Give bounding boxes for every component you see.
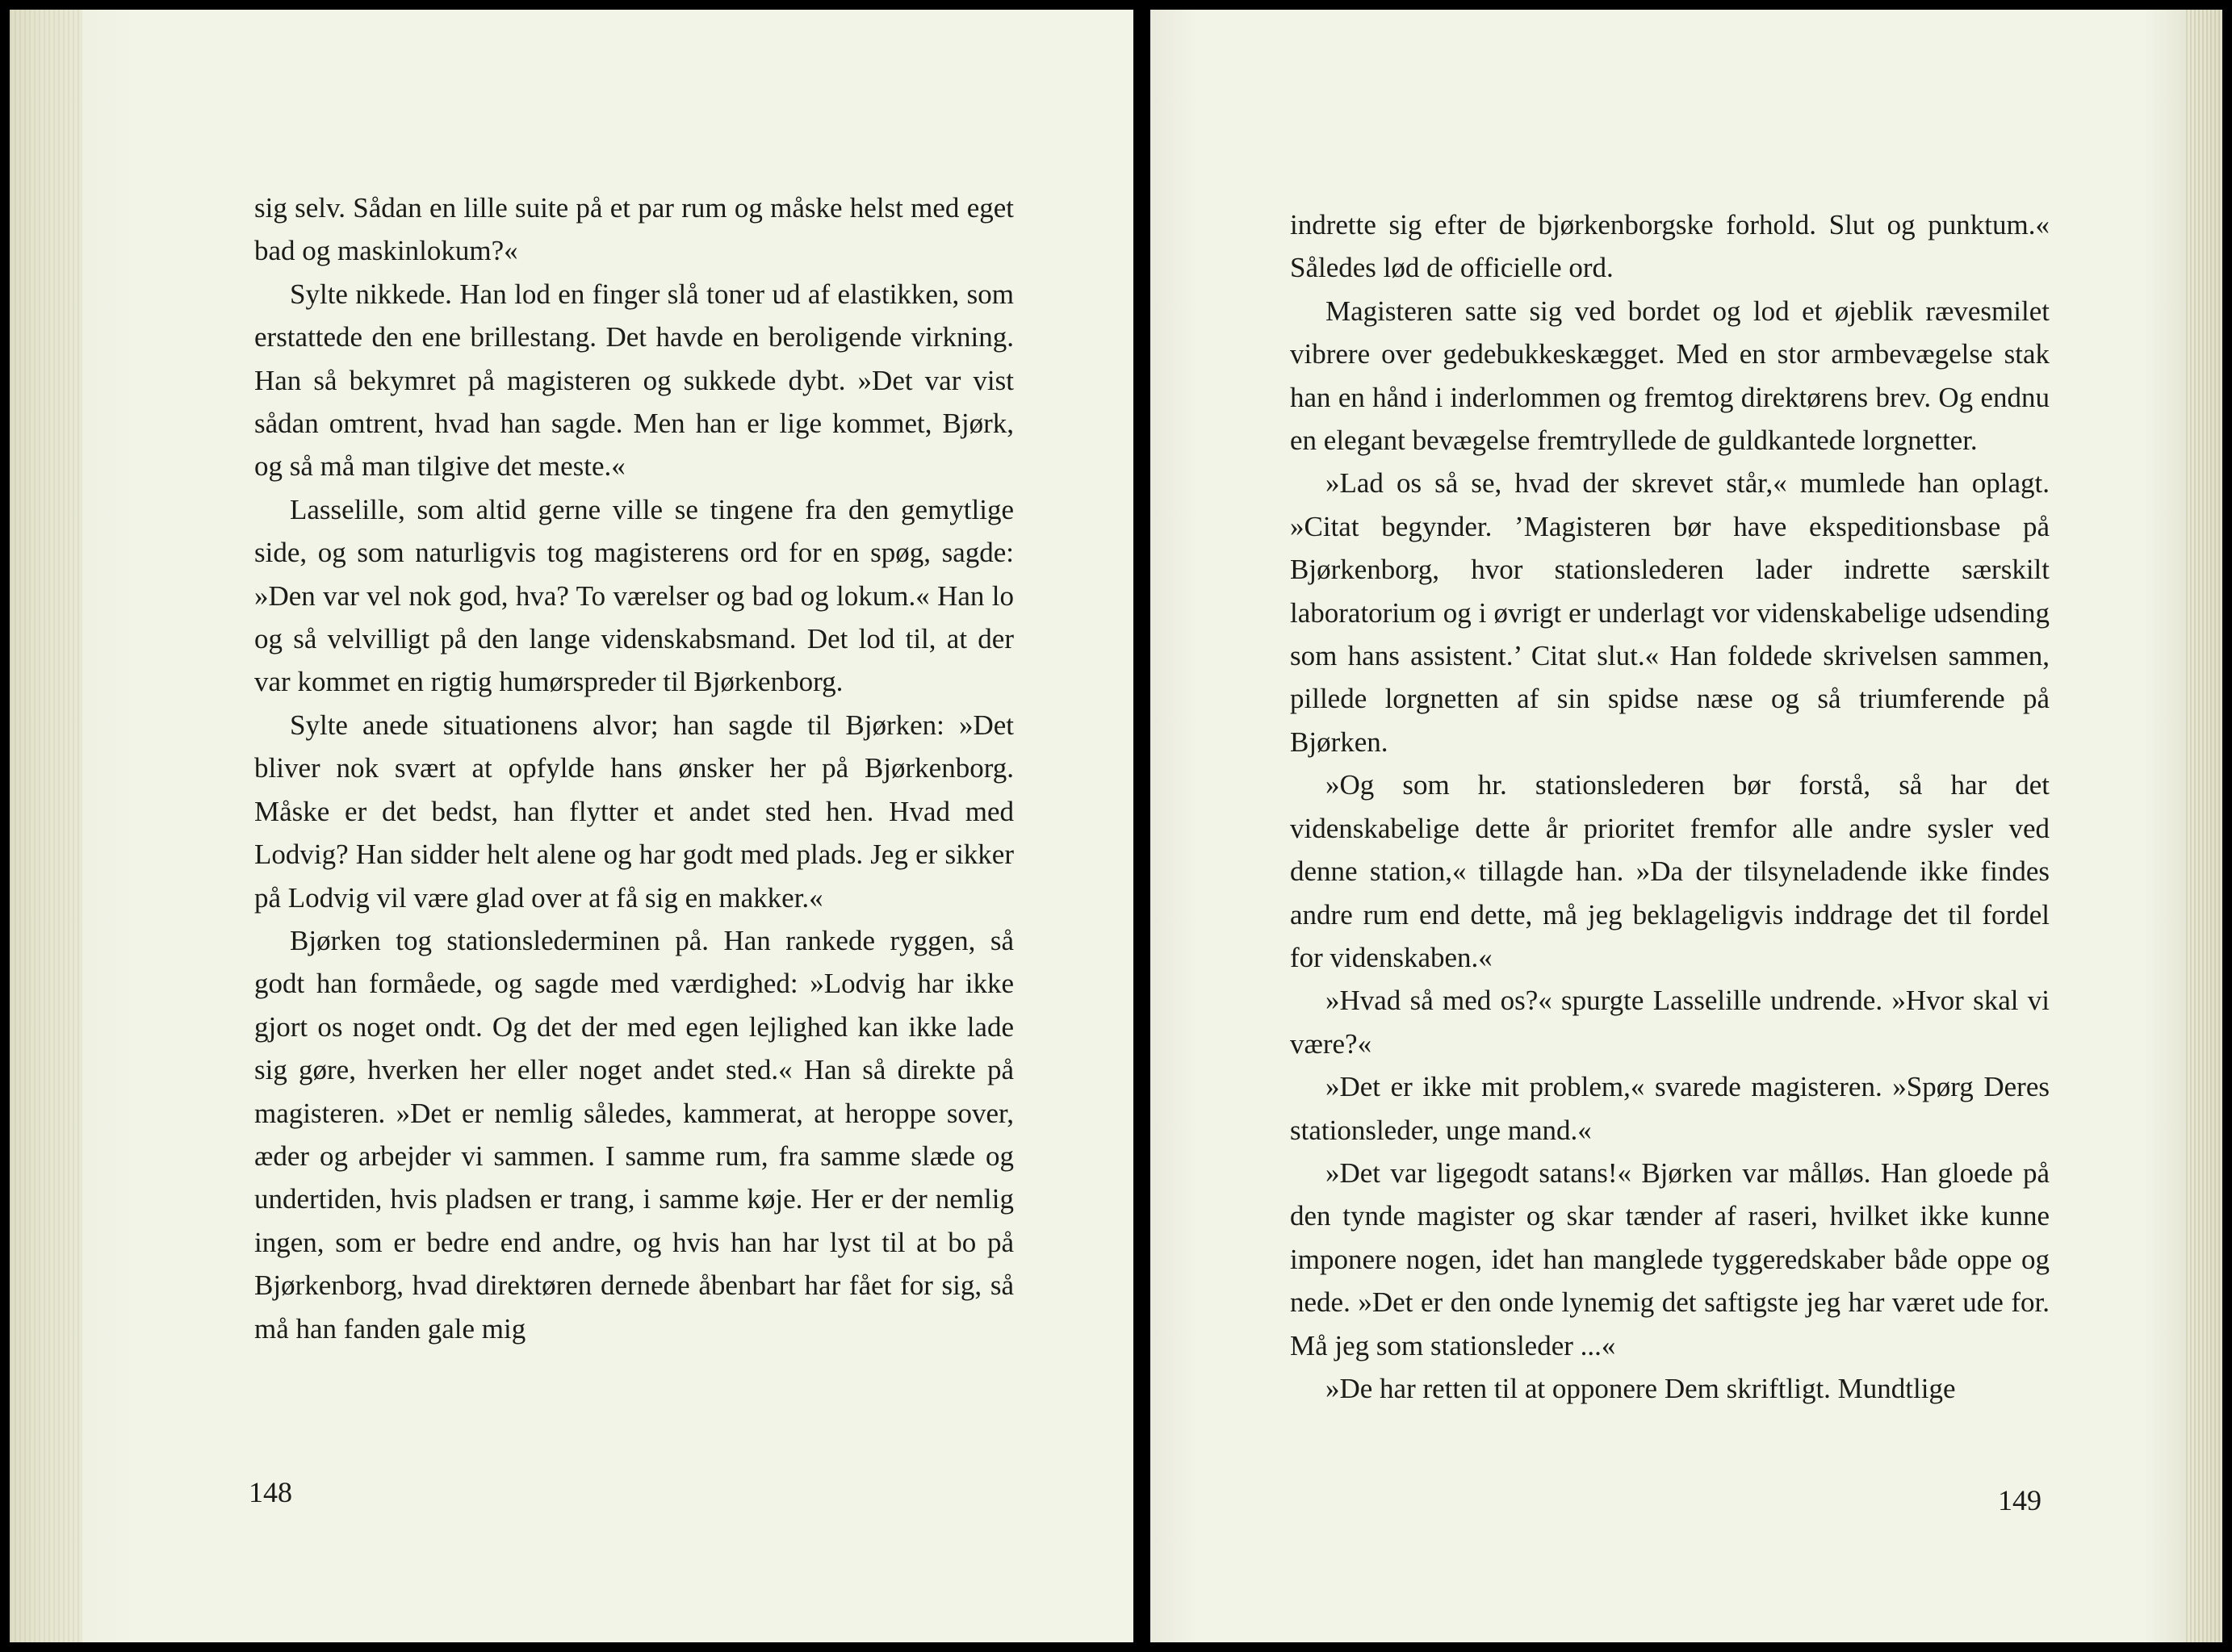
paragraph: »De har retten til at opponere Dem skriftligt. Mundtlige bbox=[1325, 1372, 1956, 1404]
left-page-text bbox=[254, 186, 1014, 1350]
page-edges bbox=[10, 10, 82, 1642]
left-page bbox=[10, 10, 1133, 1642]
paragraph: Magisteren satte sig ved bordet og lod et øjeblik rævesmilet vibrere over gedebukkeskægget. Med en stor armbevægelse stak han en hånd i inderlommen og fremtog direktørens brev. Og endnu en elegant bevægelse fremtryllede de guldkantede lorgnetter. bbox=[1290, 295, 2050, 457]
right-page-text bbox=[1290, 203, 2050, 1410]
right-page bbox=[1150, 10, 2222, 1642]
paragraph: »Og som hr. stationslederen bør forstå, så har det videnskabelige dette år prioritet fremfor alle andre sysler ved denne station,« tillagde han. »Da der tilsyneladende ikke findes andre rum end dette, må jeg beklageligvis inddrage det til fordel for videnskaben.« bbox=[1290, 769, 2050, 973]
paragraph: »Det er ikke mit problem,« svarede magisteren. »Spørg Deres stationsleder, unge mand.« bbox=[1290, 1071, 2050, 1146]
paragraph: Sylte anede situationens alvor; han sagde til Bjørken: »Det bliver nok svært at opfylde hans ønsker her på Bjørkenborg. Måske er det bedst, han flytter et andet sted hen. Hvad med Lodvig? Han sidder helt alene og har godt med plads. Jeg er sikker på Lodvig vil være glad over at få sig en makker.« bbox=[254, 709, 1014, 914]
paragraph: »Lad os så se, hvad der skrevet står,« mumlede han oplagt. »Citat begynder. ’Magisteren bør have ekspeditionsbase på Bjørkenborg, hvor stationslederen lader indrette særskilt laboratorium og i øvrigt er underlagt vor videnskabelige udsending som hans assistent.’ Citat slut.« Han foldede skrivelsen sammen, pillede lorgnetten af sin spidse næse og så triumferende på Bjørken. bbox=[1290, 467, 2050, 758]
paragraph: Sylte nikkede. Han lod en finger slå toner ud af elastikken, som erstattede den ene brillestang. Det havde en beroligende virkning. Han så bekymret på magisteren og sukkede dybt. »Det var vist sådan omtrent, hvad han sagde. Men han er lige kommet, Bjørk, og så må man tilgive det meste.« bbox=[254, 278, 1014, 483]
paragraph: Bjørken tog stationslederminen på. Han rankede ryggen, så godt han formåede, og sagde med værdighed: »Lodvig har ikke gjort os noget ondt. Og det der med egen lejlighed kan ikke lade sig gøre, hverken her eller noget andet sted.« Han så direkte på magisteren. »Det er nemlig således, kammerat, at heroppe sover, æder og arbejder vi sammen. I samme rum, fra samme slæde og undertiden, hvis pladsen er trang, i samme køje. Her er der nemlig ingen, som er bedre end andre, og hvis han har lyst til at bo på Bjørkenborg, hvad direktøren dernede åbenbart har fået for sig, så må han fanden gale mig bbox=[254, 924, 1014, 1345]
paragraph: indrette sig efter de bjørkenborgske forhold. Slut og punktum.« Således lød de officielle ord. bbox=[1290, 209, 2050, 284]
page-number: 149 bbox=[1998, 1484, 2041, 1516]
paragraph: »Hvad så med os?« spurgte Lasselille undrende. »Hvor skal vi være?« bbox=[1290, 985, 2050, 1060]
page-number: 148 bbox=[249, 1476, 292, 1508]
paragraph: »Det var ligegodt satans!« Bjørken var målløs. Han gloede på den tynde magister og skar tænder af raseri, hvilket ikke kunne imponere nogen, idet han manglede tyggeredskaber både oppe og nede. »Det er den onde lynemig det saftigste jeg har været ude for. Må jeg som stationsleder ...« bbox=[1290, 1156, 2050, 1361]
paragraph: sig selv. Sådan en lille suite på et par rum og måske helst med eget bad og maskinlokum?« bbox=[254, 192, 1014, 267]
page-edges bbox=[2186, 10, 2222, 1642]
paragraph: Lasselille, som altid gerne ville se tingene fra den gemytlige side, og som naturligvis tog magisterens ord for en spøg, sagde: »Den var vel nok god, hva? To værelser og bad og lokum.« Han lo og så velvilligt på den lange videnskabsmand. Det lod til, at der var kommet en rigtig humørspreder til Bjørkenborg. bbox=[254, 493, 1014, 698]
